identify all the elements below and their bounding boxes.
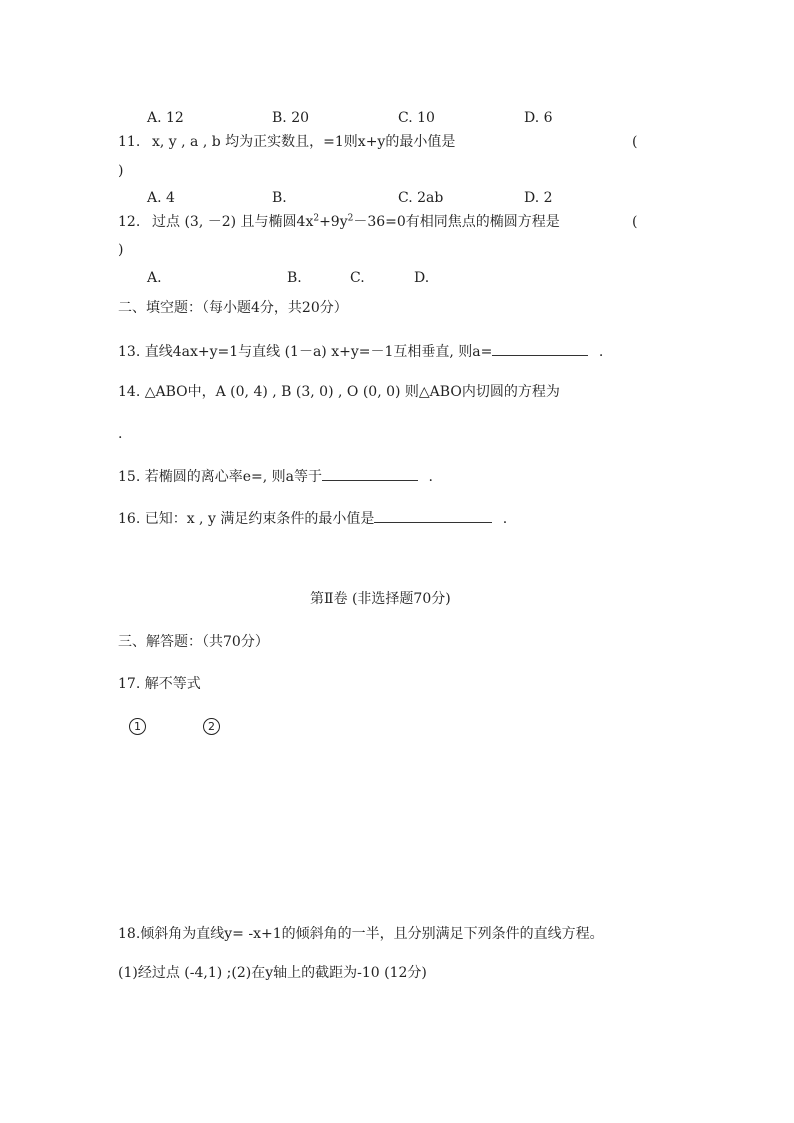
q16-text: 16. 已知：x , y 满足约束条件的最小值是 [118,511,375,527]
q15-text: 15. 若椭圆的离心率e=, 则a等于 [118,469,322,485]
q15-answer-blank[interactable] [322,466,418,481]
q13-end: . [598,344,604,360]
q15-end: . [428,469,433,485]
q12-paren-close: ) [118,242,124,258]
q12-paren-open: ( [632,214,638,230]
q12-stem-after: －36=0有相同焦点的椭圆方程是 [353,214,560,230]
q12-number: 12. [118,214,141,230]
q11-paren-open: ( [632,134,638,150]
q11-option-c: C. 2ab [398,190,444,206]
q13-answer-blank[interactable] [492,341,588,356]
section3-heading: 三、解答题：（共70分） [118,634,269,650]
q17-text: 17. 解不等式 [118,676,201,692]
q16-answer-blank[interactable] [374,508,492,523]
q14-end: . [118,426,123,442]
q12-option-c: C. [350,270,365,286]
q13 [118,341,603,361]
q16 [118,508,507,528]
q10-option-d: D. 6 [524,110,553,126]
q11-stem: x, y , a , b 均为正实数且，=1则x+y的最小值是 [152,134,456,150]
q12-option-b: B. [287,270,302,286]
q12-option-d: D. [414,270,430,286]
q16-end: . [502,511,508,527]
q10-option-a: A. 12 [147,110,184,126]
q18-line2: (1)经过点 (-4,1) ;(2)在y轴上的截距为-10 (12分) [118,965,427,981]
q17-subpart-1 [129,717,146,735]
q11-option-b: B. [272,190,287,206]
section2-heading: 二、填空题：（每小题4分，共20分） [118,300,348,316]
q12-stem [152,213,560,231]
q11-paren-close: ) [118,163,124,179]
q12-stem-mid: +9y [319,214,348,230]
q17-subpart-2-label: 2 [203,718,220,735]
q17-subpart-1-label: 1 [129,718,146,735]
q13-text: 13. 直线4ax+y=1与直线 (1－a) x+y=－1互相垂直, 则a= [118,344,493,360]
q11-number: 11. [118,134,141,150]
part2-title: 第Ⅱ卷 (非选择题70分) [310,591,451,607]
q11-option-d: D. 2 [524,190,553,206]
q18-line1: 18.倾斜角为直线y= -x+1的倾斜角的一半，且分别满足下列条件的直线方程。 [118,926,604,942]
q12-sup-1: 2 [313,213,320,224]
q12-sup-2: 2 [347,213,354,224]
q10-option-c: C. 10 [398,110,435,126]
q15 [118,466,433,486]
q10-option-b: B. 20 [272,110,310,126]
q12-stem-before: 过点 (3, －2) 且与椭圆4x [152,214,314,230]
q12-option-a: A. [147,270,162,286]
q11-option-a: A. 4 [147,190,175,206]
q14-text: 14. △ABO中，A (0, 4) , B (3, 0) , O (0, 0) 则△ABO内切圆的方程为 [118,384,560,400]
q17-subpart-2 [203,717,220,735]
